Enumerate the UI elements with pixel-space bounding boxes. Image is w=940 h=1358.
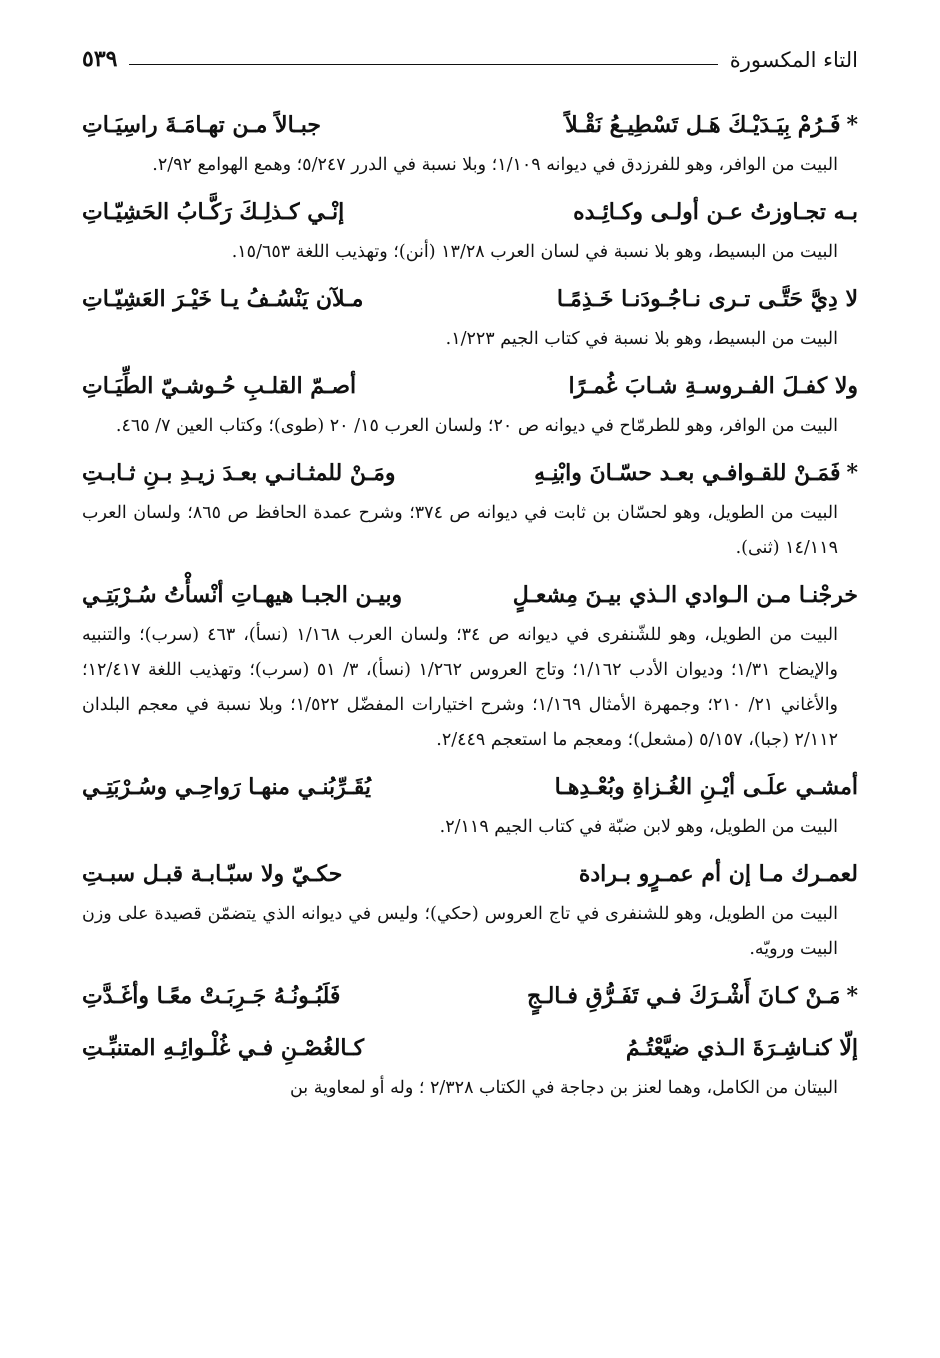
verse-entry (82, 276, 858, 357)
hemistich-text: فَمَـنْ للقـوافـي بعـد حسّـانَ وابْنِـهِ (534, 460, 841, 486)
verse-second-hemistich: فَلَبُـونُـهُ جَـرِبَـتْ معًـا وأغَـدَّتِ (82, 983, 341, 1009)
hemistich-text: ولا كفـلَ الفـروسـةِ شـابَ غُمـرًا (568, 373, 858, 399)
asterisk-marker: * (846, 983, 858, 1009)
verse-second-hemistich: ومَـنْ للمثـانـي بعـدَ زيـدِ بـنِ ثـابـتِ (82, 460, 396, 486)
verse-source-note: البيت من البسيط، وهو بلا نسبة في كتاب الجيم ١/٢٢٣. (445, 329, 838, 349)
verse-line (82, 572, 858, 618)
verse-first-hemistich (513, 572, 858, 618)
verse-first-hemistich (534, 450, 858, 496)
verse-source-note: البيت من الطويل، وهو للشنفرى في تاج العروس (حكي)؛ وليس في ديوانه الذي يتضمّن قصيدة على وزن البيت ورويّه. (82, 904, 838, 959)
verse-first-hemistich (573, 189, 858, 235)
verse-first-hemistich (565, 102, 858, 148)
verse-entry (82, 363, 858, 444)
verse-first-hemistich (626, 1025, 858, 1071)
hemistich-text: أمشـي علَـى أيْـنِ الغُـزاةِ وبُعْـدِهـا (554, 774, 858, 800)
verse-entry (82, 572, 858, 758)
verse-line (82, 363, 858, 409)
asterisk-marker: * (846, 460, 858, 486)
verse-line (82, 450, 858, 496)
verse-entry (82, 1025, 858, 1106)
verse-line (82, 973, 858, 1019)
verse-line (82, 764, 858, 810)
verse-entry (82, 973, 858, 1019)
page-header (82, 40, 858, 72)
hemistich-text: فَـرُمْ بِيَـدَيْـكَ هَـل تَسْطِيـعُ نَقْـلاً (565, 112, 841, 138)
section-title: التاء المكسورة (729, 48, 858, 72)
hemistich-text: لعمـرك مـا إن أم عمـرٍو بـرادة (578, 861, 858, 887)
verse-source-note: البيت من الوافر، وهو للفرزدق في ديوانه ١/١٠٩؛ وبلا نسبة في الدرر ٥/٢٤٧؛ وهمع الهوامع ٢/٩٢. (152, 155, 838, 175)
verse-first-hemistich (557, 276, 858, 322)
verse-second-hemistich: مـلآن يَنْسُـفُ يـا خَيْـرَ العَشِيّـاتِ (82, 286, 364, 312)
entries-list (82, 102, 858, 1106)
hemistich-text: خرجْنـا مـن الـوادي الـذي بيـنَ مِشعـلٍ (512, 582, 858, 608)
verse-line (82, 189, 858, 235)
verse-first-hemistich (579, 851, 858, 897)
verse-line (82, 1025, 858, 1071)
verse-second-hemistich: حكـيّ ولا سبّـابـة قبـل سبـتِ (82, 861, 343, 887)
page-number: ٥٣٩ (82, 46, 118, 72)
verse-second-hemistich: إنْـي كـذلِـكَ رَكَّـابُ الحَشِيّـاتِ (82, 199, 345, 225)
verse-entry (82, 450, 858, 566)
verse-entry (82, 764, 858, 845)
verse-source-note: البيت من الطويل، وهو للشّنفرى في ديوانه ص ٣٤؛ ولسان العرب ١/١٦٨ (نسأ)، ٤٦٣ (سرب)؛ والتنبيه والإيضاح ١/٣١؛ وديوان الأدب ١/١٦٢؛ وتاج العروس ١/٢٦٢ (نسأ)، ٣/ ٥١ (سرب)؛ وتهذيب اللغة ١٢/٤١٧؛ والأغاني ٢١/ ٢١٠؛ وجمهرة الأمثال ١/١٦٩؛ وشرح اختيارات المفضّل ١/٥٢٢؛ وبلا نسبة في معجم البلدان ٢/١١٢ (جبا)، ٥/١٥٧ (مشعل)؛ ومعجم ما استعجم ٢/٤٤٩. (82, 625, 839, 750)
header-rule (129, 64, 717, 65)
verse-second-hemistich: كـالغُصْـنِ فـي غُلْـوائِـهِ المتنبِّـتِ (82, 1035, 365, 1061)
hemistich-text: إلّا كنـاشِـرَةَ الـذي ضيَّعْتُـمُ (625, 1035, 858, 1061)
verse-second-hemistich: أصـمّ القلـبِ حُـوشـيّ الطِّيَـاتِ (82, 373, 357, 399)
verse-second-hemistich: جبـالاً مـن تهـامَـةَ راسِيَـاتِ (82, 112, 321, 138)
verse-source-note: البيت من البسيط، وهو بلا نسبة في لسان العرب ١٣/٢٨ (أنن)؛ وتهذيب اللغة ١٥/٦٥٣. (231, 242, 838, 262)
hemistich-text: بـه تجـاوزتُ عـن أولـى وكـائِـده (573, 199, 858, 225)
verse-second-hemistich: وبيـن الجبـا هيهـاتِ أنْسأْتُ سُـرْبَتِـي (82, 582, 403, 608)
verse-entry (82, 102, 858, 183)
verse-source-note: البيت من الطويل، وهو لابن ضبّة في كتاب الجيم ٢/١١٩. (439, 817, 838, 837)
hemistich-text: مَـنْ كـانَ أَشْـرَكَ فـي تَفَـرُّقِ فـالـجٍ (526, 983, 841, 1009)
asterisk-marker: * (846, 112, 858, 138)
verse-line (82, 851, 858, 897)
verse-first-hemistich (527, 973, 858, 1019)
verse-line (82, 102, 858, 148)
verse-first-hemistich (555, 764, 858, 810)
verse-entry (82, 189, 858, 270)
verse-second-hemistich: يُقَـرِّبُنـي منهـا رَواحِـي وسُـرْبَتِـي (82, 774, 371, 800)
hemistich-text: لا دِيَّ حَتَّـى تـرى نـاجُـودَنـا خَـذِمًـا (556, 286, 858, 312)
verse-source-note: البيتان من الكامل، وهما لعنز بن دجاجة في الكتاب ٢/٣٢٨ ؛ وله أو لمعاوية بن (289, 1078, 838, 1098)
verse-first-hemistich (568, 363, 858, 409)
verse-source-note: البيت من الوافر، وهو للطرمّاح في ديوانه ص ٢٠؛ ولسان العرب ١٥/ ٢٠ (طوى)؛ وكتاب العين ٧/ ٤٦٥. (115, 416, 838, 436)
verse-entry (82, 851, 858, 967)
verse-line (82, 276, 858, 322)
verse-source-note: البيت من الطويل، وهو لحسّان بن ثابت في ديوانه ص ٣٧٤؛ وشرح عمدة الحافظ ص ٨٦٥؛ ولسان العرب ١٤/١١٩ (ثنى). (82, 503, 838, 558)
